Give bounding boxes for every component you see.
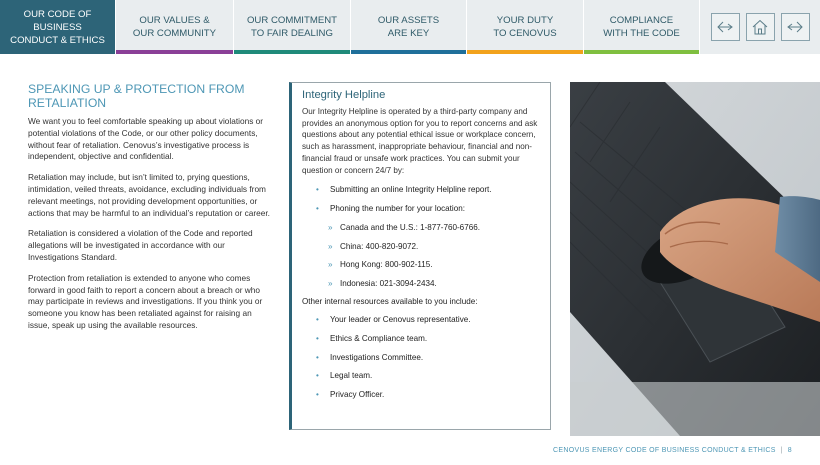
page-number: 8	[787, 447, 792, 454]
paragraph: Protection from retaliation is extended to anyone who comes forward in good faith to report a concern about a breach or who may participate in reviews and investigations. If you think you or someone you know has been retaliated against for raising an issue, speak up using the available resources.	[28, 272, 263, 330]
tab-label-line2: CONDUCT & ETHICS	[10, 34, 105, 46]
integrity-helpline-box	[289, 82, 551, 430]
page-footer	[553, 447, 792, 454]
chevron-right-icon: »	[328, 241, 333, 251]
tab-label-line1: OUR ASSETS	[377, 15, 440, 26]
page-controls	[700, 0, 820, 54]
section-heading: SPEAKING UP & PROTECTION FROM RETALIATION	[28, 82, 245, 110]
list-item	[316, 259, 540, 270]
list-item	[302, 184, 540, 195]
tab-color-bar	[234, 50, 350, 54]
tab-color-bar	[584, 50, 699, 54]
tab-our-commitment[interactable]	[234, 0, 351, 54]
tab-label-line2: TO FAIR DEALING	[251, 28, 333, 39]
tab-label-line1: COMPLIANCE	[609, 15, 674, 26]
list-item-text: Legal team.	[330, 371, 373, 381]
list-item	[316, 278, 540, 289]
list-item	[302, 314, 540, 325]
tab-color-bar	[0, 50, 115, 54]
chevron-right-icon: »	[328, 260, 333, 270]
tab-color-bar	[116, 50, 233, 54]
list-item-text: Indonesia: 021-3094-2434.	[340, 279, 437, 289]
laptop-image	[570, 82, 820, 436]
list-item	[316, 241, 540, 252]
bullet-icon: •	[316, 204, 319, 214]
tab-label-line2: WITH THE CODE	[603, 28, 680, 39]
tab-code-of-business-conduct[interactable]	[0, 0, 116, 54]
bullet-icon: •	[316, 352, 319, 362]
tab-compliance[interactable]	[584, 0, 700, 54]
contact-methods-list	[302, 184, 540, 214]
list-item	[302, 389, 540, 400]
tab-label-line1: OUR VALUES &	[139, 15, 210, 26]
other-resources-label: Other internal resources available to you include:	[302, 297, 478, 306]
list-item	[302, 203, 540, 214]
list-item	[302, 333, 540, 344]
list-item	[302, 370, 540, 381]
previous-page-button[interactable]	[711, 13, 740, 41]
list-item-text: Canada and the U.S.: 1-877-760-6766.	[340, 222, 480, 232]
bullet-icon: •	[316, 390, 319, 400]
box-title: Integrity Helpline	[302, 89, 386, 101]
arrow-left-icon	[716, 21, 734, 33]
tab-our-assets[interactable]	[351, 0, 467, 54]
paragraph: We want you to feel comfortable speaking up about violations or potential violations of the Code, or our other policy documents, without fear of retaliation. Cenovus’s investigative process is independent, objective and confidential.	[28, 116, 264, 162]
list-item-text: Phoning the number for your location:	[330, 204, 465, 214]
list-item-text: China: 400-820-9072.	[340, 241, 419, 251]
tab-our-values[interactable]	[116, 0, 234, 54]
bullet-icon: •	[316, 371, 319, 381]
bullet-icon: •	[316, 315, 319, 324]
box-intro: Our Integrity Helpline is operated by a third-party company and provides an anonymous option for you to report concerns and ask questions about any potential ethical issue or workplace concern, such as harassment, inappropriate behaviour, financial and non-financial fraud or unsafe work practices. You can submit your question or concern 24/7 by:	[302, 107, 538, 175]
phone-numbers-list	[316, 222, 540, 289]
footer-text: CENOVUS ENERGY CODE OF BUSINESS CONDUCT & ETHICS	[553, 447, 776, 454]
speaking-up-section	[28, 83, 273, 341]
list-item-text: Hong Kong: 800-902-115.	[340, 260, 433, 270]
list-item-text: Investigations Committee.	[330, 352, 424, 362]
home-button[interactable]	[746, 13, 775, 41]
footer-separator: |	[780, 447, 783, 454]
tab-label-line2: ARE KEY	[387, 28, 430, 39]
list-item-text: Your leader or Cenovus representative.	[330, 315, 471, 324]
chevron-right-icon: »	[328, 279, 333, 289]
tab-label-line2: TO CENOVUS	[493, 28, 557, 39]
paragraph: Retaliation is considered a violation of the Code and reported allegations will be investigated in accordance with our Investigations Standard.	[28, 228, 253, 262]
home-icon	[751, 19, 769, 35]
list-item	[302, 352, 540, 363]
arrow-right-icon	[786, 21, 804, 33]
tab-label-line1: OUR CODE OF BUSINESS	[23, 8, 92, 33]
list-item-text: Ethics & Compliance team.	[330, 333, 428, 343]
top-navigation	[0, 0, 820, 54]
list-item-text: Privacy Officer.	[330, 390, 385, 400]
list-item	[316, 222, 540, 233]
resources-list	[302, 314, 540, 400]
tab-your-duty[interactable]	[467, 0, 584, 54]
tab-label-line2: OUR COMMUNITY	[132, 28, 217, 39]
tab-color-bar	[467, 50, 583, 54]
bullet-icon: •	[316, 185, 319, 195]
tab-color-bar	[351, 50, 466, 54]
list-item-text: Submitting an online Integrity Helpline report.	[330, 185, 492, 195]
tab-label-line1: OUR COMMITMENT	[246, 15, 338, 26]
tab-label-line1: YOUR DUTY	[496, 15, 554, 26]
next-page-button[interactable]	[781, 13, 810, 41]
laptop-hand-photo	[570, 82, 820, 436]
paragraph: Retaliation may include, but isn’t limited to, prying questions, intimidation, veiled threats, avoidance, excluding individuals from relevant meetings, not providing development opportunities, or actions that may be harmful to an individual’s reputation or career.	[28, 172, 270, 218]
bullet-icon: •	[316, 333, 319, 343]
chevron-right-icon: »	[328, 222, 333, 232]
